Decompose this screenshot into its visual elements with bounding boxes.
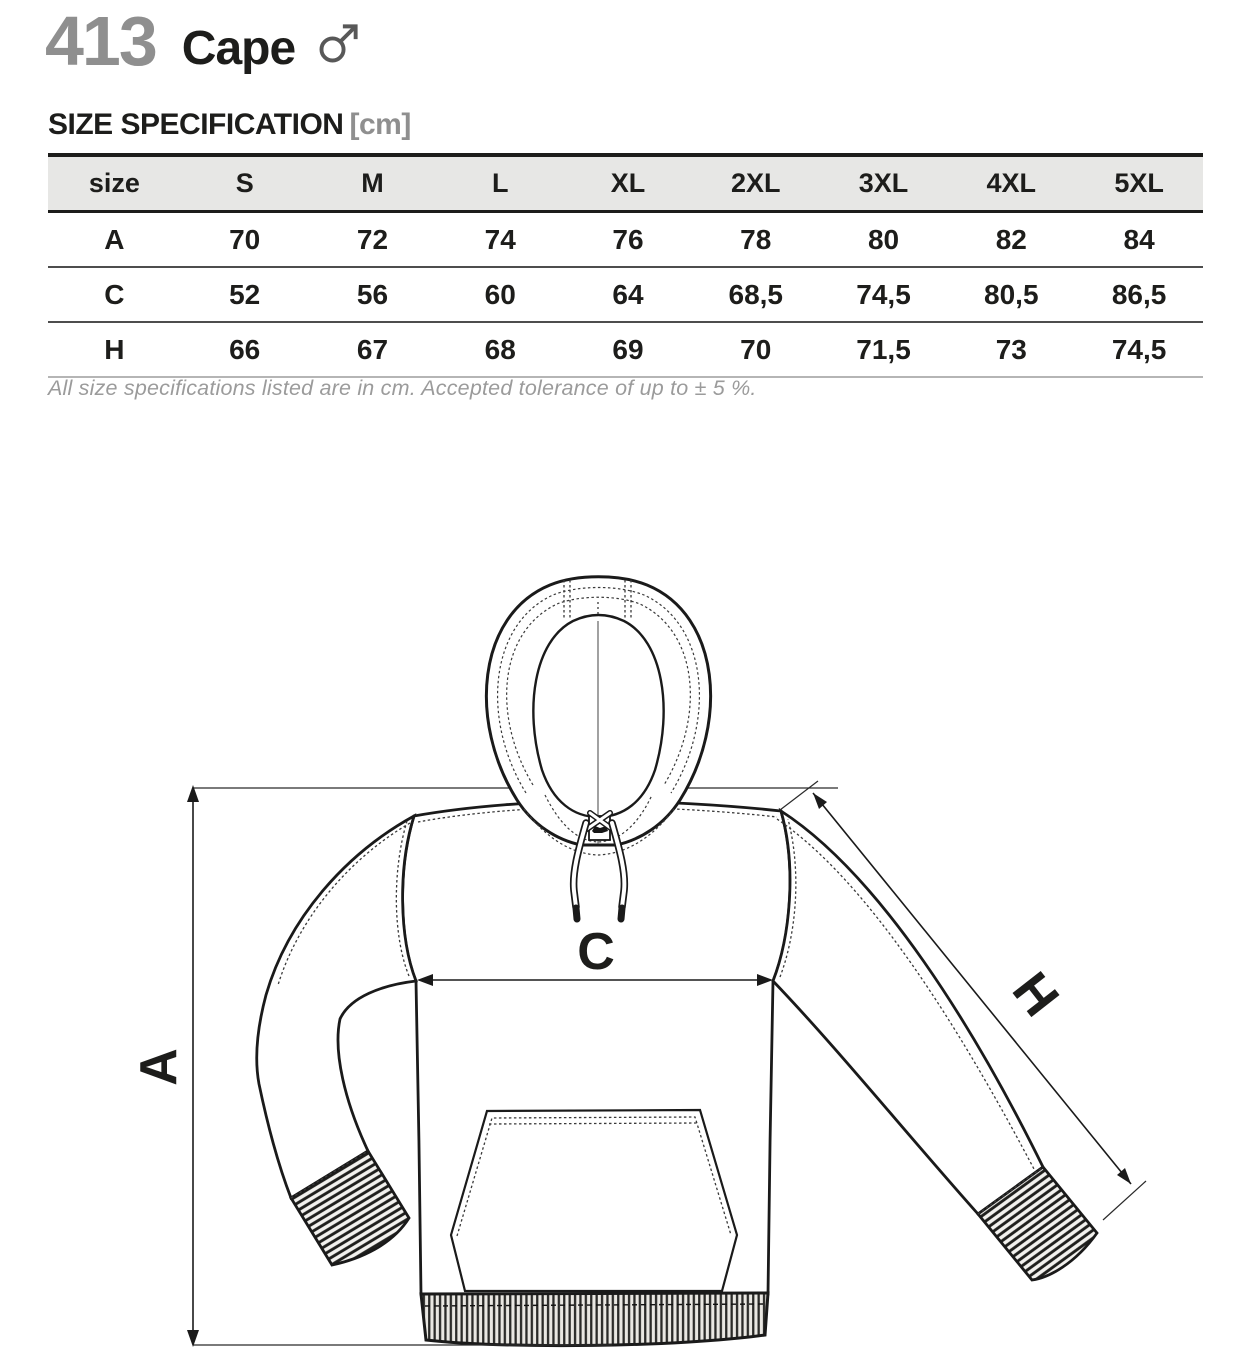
table-cell: 74 — [436, 212, 564, 268]
section-unit: [cm] — [349, 108, 411, 141]
table-row-h — [48, 322, 1203, 377]
table-cell: 82 — [947, 212, 1075, 268]
row-label: A — [48, 212, 181, 268]
column-header: 3XL — [820, 155, 948, 212]
column-header-size: size — [48, 155, 181, 212]
table-cell: 74,5 — [820, 267, 948, 322]
table-cell: 70 — [181, 212, 309, 268]
hoodie-technical-diagram — [0, 557, 1233, 1369]
section-heading — [48, 108, 411, 142]
hem-rib-band — [421, 1293, 768, 1346]
table-cell: 69 — [564, 322, 692, 377]
product-title — [45, 2, 363, 80]
table-cell: 86,5 — [1075, 267, 1203, 322]
table-cell: 84 — [1075, 212, 1203, 268]
column-header: M — [309, 155, 437, 212]
table-cell: 60 — [436, 267, 564, 322]
left-aglet — [576, 908, 577, 919]
table-cell: 73 — [947, 322, 1075, 377]
column-header: S — [181, 155, 309, 212]
column-header: 2XL — [692, 155, 820, 212]
column-header: L — [436, 155, 564, 212]
right-aglet — [621, 908, 622, 919]
table-cell: 72 — [309, 212, 437, 268]
right-sleeve — [773, 811, 1097, 1280]
table-cell: 67 — [309, 322, 437, 377]
table-cell: 80 — [820, 212, 948, 268]
table-cell: 74,5 — [1075, 322, 1203, 377]
column-header: 4XL — [947, 155, 1075, 212]
table-cell: 66 — [181, 322, 309, 377]
section-title: SIZE SPECIFICATION — [48, 108, 344, 141]
column-header: 5XL — [1075, 155, 1203, 212]
table-cell: 70 — [692, 322, 820, 377]
table-cell: 64 — [564, 267, 692, 322]
column-header: XL — [564, 155, 692, 212]
table-cell: 78 — [692, 212, 820, 268]
dimension-label-c: C — [577, 923, 615, 981]
table-cell: 52 — [181, 267, 309, 322]
table-row-a — [48, 212, 1203, 268]
tolerance-footnote: All size specifications listed are in cm. Accepted tolerance of up to ± 5 %. — [48, 376, 757, 400]
male-gender-icon — [317, 19, 363, 70]
table-cell: 68 — [436, 322, 564, 377]
dimension-a — [130, 785, 199, 1347]
table-cell: 71,5 — [820, 322, 948, 377]
product-code: 413 — [45, 2, 156, 80]
table-row-c — [48, 267, 1203, 322]
table-cell: 56 — [309, 267, 437, 322]
dimension-label-a: A — [130, 1048, 188, 1086]
table-cell: 68,5 — [692, 267, 820, 322]
table-cell: 76 — [564, 212, 692, 268]
dimension-label-h: H — [1000, 961, 1070, 1028]
table-cell: 80,5 — [947, 267, 1075, 322]
row-label: C — [48, 267, 181, 322]
size-table-header-row — [48, 155, 1203, 212]
product-name: Cape — [181, 22, 296, 75]
left-sleeve — [257, 816, 416, 1265]
kangaroo-pocket — [451, 1110, 737, 1291]
size-table — [48, 153, 1203, 378]
row-label: H — [48, 322, 181, 377]
